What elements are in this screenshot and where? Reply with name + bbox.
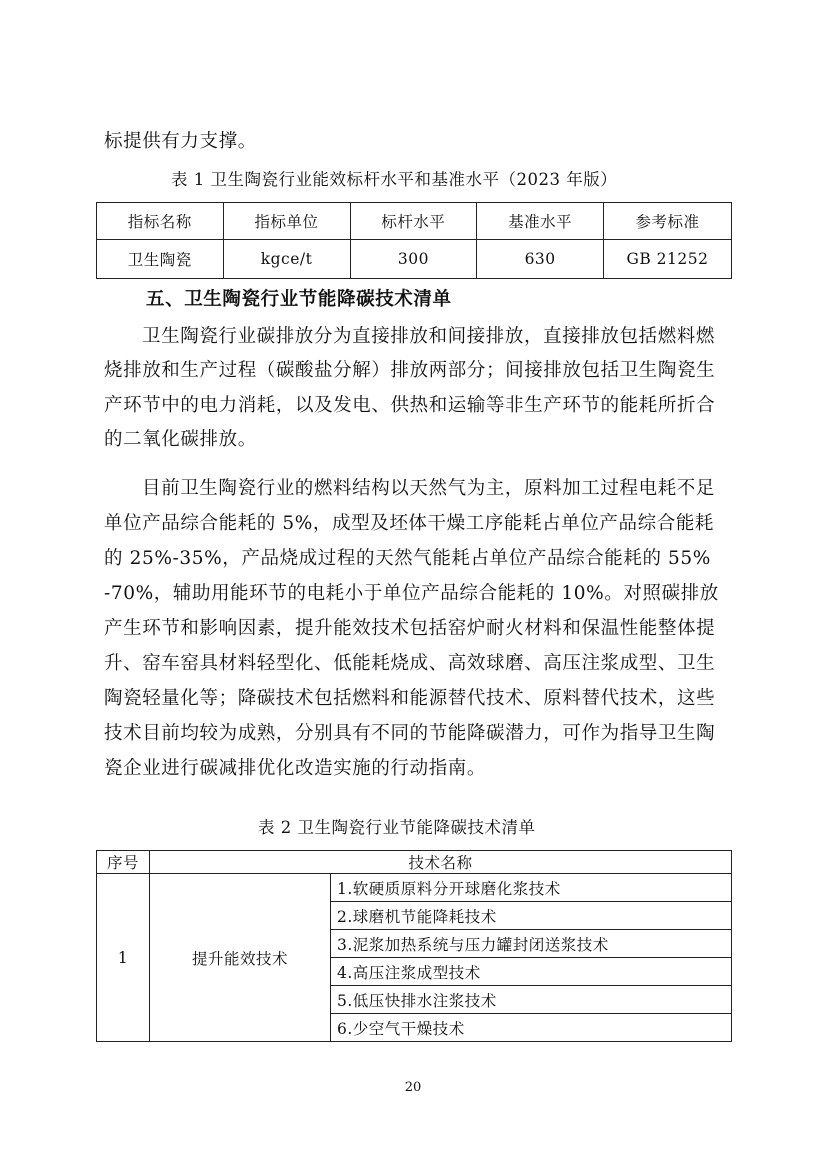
table1-cell: GB 21252 [603, 240, 731, 279]
table1 [96, 202, 732, 279]
paragraph-line: 升、窑车窑具材料轻型化、低能耗烧成、高效球磨、高压注浆成型、卫生 [104, 653, 716, 674]
table2-item: 1.软硬质原料分开球磨化浆技术 [331, 874, 732, 902]
paragraph-line: 的 25%-35%，产品烧成过程的天然气能耗占单位产品综合能耗的 55% [104, 548, 711, 569]
table1-header-cell: 参考标准 [603, 203, 731, 240]
table2-item: 3.泥浆加热系统与压力罐封闭送浆技术 [331, 930, 732, 958]
table1-cell: kgce/t [223, 240, 350, 279]
paragraph-line: 瓷企业进行碳减排优化改造实施的行动指南。 [104, 758, 487, 779]
paragraph-line: 技术目前均较为成熟，分别具有不同的节能降碳潜力，可作为指导卫生陶 [104, 723, 716, 744]
table2-item: 5.低压快排水注浆技术 [331, 986, 732, 1014]
table1-row [97, 240, 732, 279]
paragraph-line: 产环节中的电力消耗，以及发电、供热和运输等非生产环节的能耗所折合 [104, 395, 716, 416]
table2-header-cell: 技术名称 [150, 851, 732, 874]
table1-header-cell: 指标名称 [97, 203, 224, 240]
paragraph-line: 的二氧化碳排放。 [104, 429, 257, 450]
table2-group-name: 提升能效技术 [150, 874, 331, 1042]
table2-item: 4.高压注浆成型技术 [331, 958, 732, 986]
table2-caption: 表 2 卫生陶瓷行业节能降碳技术清单 [258, 818, 536, 837]
table-row [97, 874, 732, 902]
intro-tail-line: 标提供有力支撑。 [104, 131, 257, 152]
section-heading: 五、卫生陶瓷行业节能降碳技术清单 [146, 289, 452, 310]
paragraph-line: 烧排放和生产过程（碳酸盐分解）排放两部分；间接排放包括卫生陶瓷生 [104, 360, 716, 381]
table1-cell: 300 [350, 240, 477, 279]
table2-header-cell: 序号 [97, 851, 150, 874]
paragraph-line: 单位产品综合能耗的 5%，成型及坯体干燥工序能耗占单位产品综合能耗 [104, 513, 715, 534]
table2 [96, 850, 732, 1042]
paragraph-line: 产生环节和影响因素，提升能效技术包括窑炉耐火材料和保温性能整体提 [104, 618, 716, 639]
table1-caption: 表 1 卫生陶瓷行业能效标杆水平和基准水平（2023 年版） [171, 170, 618, 189]
table1-cell: 卫生陶瓷 [97, 240, 224, 279]
paragraph-line: 卫生陶瓷行业碳排放分为直接排放和间接排放，直接排放包括燃料燃 [142, 326, 716, 347]
table1-header-cell: 指标单位 [223, 203, 350, 240]
table2-item: 2.球磨机节能降耗技术 [331, 902, 732, 930]
paragraph-line: 目前卫生陶瓷行业的燃料结构以天然气为主，原料加工过程电耗不足 [142, 478, 716, 499]
table2-item: 6.少空气干燥技术 [331, 1014, 732, 1042]
paragraph-line: -70%，辅助用能环节的电耗小于单位产品综合能耗的 10%。对照碳排放 [104, 583, 719, 604]
table1-header-cell: 标杆水平 [350, 203, 477, 240]
paragraph-line: 陶瓷轻量化等；降碳技术包括燃料和能源替代技术、原料替代技术，这些 [104, 688, 716, 709]
table2-group-number: 1 [97, 874, 150, 1042]
table1-header-cell: 基准水平 [477, 203, 604, 240]
table1-cell: 630 [477, 240, 604, 279]
page-number: 20 [404, 1080, 422, 1095]
